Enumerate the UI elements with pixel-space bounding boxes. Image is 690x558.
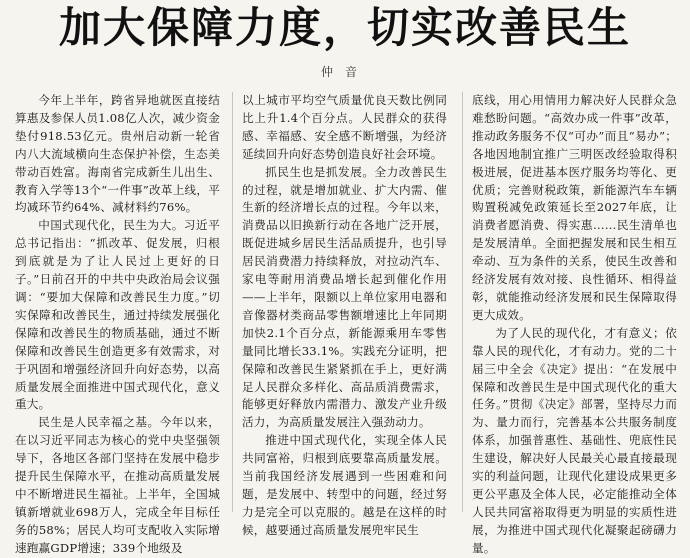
paragraph: 民生是人民幸福之基。今年以来，在以习近平同志为核心的党中央坚强领导下，各地区各部门坚持在发展中稳步提升民生保障水平，在推动高质量发展中不断增进民生福祉。上半年，全国城镇新增就业698万人，完成全年目标任务的58%；居民人均可支配收入实际增速跑赢GDP增速；339个地级及	[15, 415, 220, 555]
column-divider	[462, 92, 463, 512]
column-divider	[232, 92, 233, 512]
paragraph: 抓民生也是抓发展。全力改善民生的过程，就是增加就业、扩大内需、催生新的经济增长点的过程。今年以来，消费品以旧换新行动在各地广泛开展，既促进城乡居民生活品质提升，也引导居民消费潜力持续释放，对拉动汽车、家电等耐用消费品增长起到催化作用——上半年，限额以上单位家用电器和音像器材类商品零售额增速比上年同期加快2.1个百分点，新能源乘用车零售量同比增长33.1%。实践充分证明，把保障和改善民生紧紧抓在手上，更好满足人民群众多样化、高品质消费需求，能够更好释放内需潜力、激发产业升级活力，为高质量发展注入强劲动力。	[242, 164, 447, 430]
paragraph: 底线，用心用情用力解决好人民群众急难愁盼问题。“高效办成一件事”改革，推动政务服务不仅“可办”而且“易办”；各地因地制宜推广三明医改经验取得积极进展，促进基本医疗服务均等化、更优质；完善财税政策，新能源汽车车辆购置税减免政策延长至2027年底，让消费者愿消费、得实惠……民生清单也是发展清单。全面把握发展和民生相互牵动、互为条件的关系，使民生改善和经济发展有效对接、良性循环、相得益彰，就能推动经济发展和民生保障取得更大成效。	[472, 93, 677, 322]
paragraph: 以上城市平均空气质量优良天数比例同比上升1.4个百分点。人民群众的获得感、幸福感、安全感不断增强，为经济延续回升向好态势创造良好社会环境。	[242, 93, 447, 161]
article-column-1	[15, 92, 220, 558]
author-byline: 仲音	[320, 65, 369, 79]
headline: 加大保障力度，切实改善民生	[58, 3, 631, 52]
paragraph: 中国式现代化，民生为大。习近平总书记指出：“抓改革、促发展，归根到底就是为了让人民过上更好的日子。”日前召开的中共中央政治局会议强调：“要加大保障和改善民生力度。”切实保障和改善民生，通过持续发展强化保障和改善民生的物质基础，通过不断保障和改善民生创造更多有效需求，对于巩固和增强经济回升向好态势，以高质量发展全面推进中国式现代化，意义重大。	[15, 218, 220, 412]
paragraph: 为了人民的现代化，才有意义；依靠人民的现代化，才有动力。党的二十届三中全会《决定》提出：“在发展中保障和改善民生是中国式现代化的重大任务。”贯彻《决定》部署，坚持尽力而为、量力而行，完善基本公共服务制度体系，加强普惠性、基础性、兜底性民生建设，解决好人民最关心最直接最现实的利益问题，让现代化建设成果更多更公平惠及全体人民，必定能推动全体人民共同富裕取得更为明显的实质性进展，为推进中国式现代化凝聚起磅礴力量。	[472, 325, 677, 555]
article-column-2	[242, 92, 447, 540]
paragraph: 今年上半年，跨省异地就医直接结算惠及参保人员1.08亿人次，减少资金垫付918.53亿元。贵州启动新一轮省内八大流域横向生态保护补偿，生态美带动百姓富。海南省完成新生儿出生、教育入学等13个“一件事”改革上线，平均减环节约64%、减材料约76%。	[15, 93, 220, 215]
article-column-3	[472, 92, 677, 558]
paragraph: 推进中国式现代化，实现全体人民共同富裕，归根到底要靠高质量发展。当前我国经济发展遇到一些困难和问题，是发展中、转型中的问题，经过努力是完全可以克服的。越是在这样的时候，越要通过高质量发展兜牢民生	[242, 433, 447, 537]
